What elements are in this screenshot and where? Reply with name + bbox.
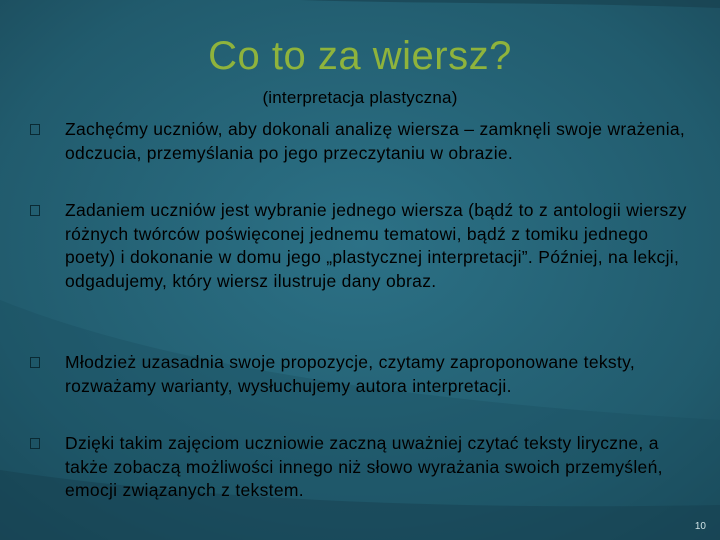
bullet-marker-icon (30, 205, 40, 216)
bullet-marker-icon (30, 124, 40, 135)
bullet-text: Zachęćmy uczniów, aby dokonali analizę wiersza – zamknęli swoje wrażenia, odczucia, przemyślania po jego przeczytaniu w obrazie. (65, 119, 686, 163)
bullet-item-4 (30, 432, 690, 503)
page-number: 10 (694, 521, 706, 532)
bullet-item-1 (30, 118, 690, 165)
bullet-text: Zadaniem uczniów jest wybranie jednego wiersza (bądź to z antologii wierszy różnych twórców poświęconej jednemu tematowi, bądź z tomiku jednego poety) i dokonanie w domu jego „plastycznej interpretacji”. Później, na lekcji, odgadujemy, który wiersz ilustruje dany obraz. (65, 200, 687, 291)
bullet-item-2 (30, 199, 690, 293)
bullet-text: Młodzież uzasadnia swoje propozycje, czytamy zaproponowane teksty, rozważamy warianty, wysłuchujemy autora interpretacji. (65, 352, 636, 396)
bullet-item-3 (30, 351, 690, 398)
bullet-text: Dzięki takim zajęciom uczniowie zaczną uważniej czytać teksty liryczne, a także zobaczą możliwości innego niż słowo wyrażania swoich przemyśleń, emocji związanych z tekstem. (65, 433, 663, 500)
bullet-marker-icon (30, 357, 40, 368)
slide-title: Co to za wiersz? (208, 34, 512, 78)
bullet-marker-icon (30, 438, 40, 449)
slide-subtitle: (interpretacja plastyczna) (262, 88, 458, 107)
